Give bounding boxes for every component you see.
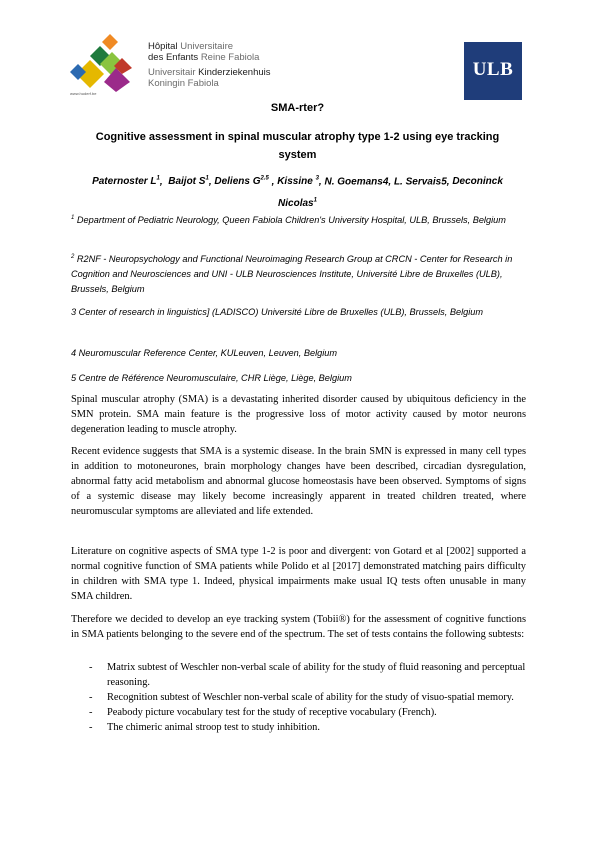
hospital-website: www.huderf.be xyxy=(70,91,97,96)
list-item: - Recognition subtest of Weschler non-verbal scale of ability for the study of visuo-spatial memory. xyxy=(89,692,514,703)
paper-title: SMA-rter? xyxy=(270,102,325,114)
affiliation: 3 Center of research in linguistics] (LADISCO) Université Libre de Bruxelles (ULB), Brussels, Belgium xyxy=(71,307,484,317)
list-item: - Matrix subtest of Weschler non-verbal scale of ability for the study of fluid reasoning and perceptual reasoning. xyxy=(89,662,526,688)
author: Kissine $^3$ xyxy=(277,176,319,188)
author: Paternoster $L^1$ xyxy=(92,176,160,188)
subtest-list xyxy=(71,660,526,735)
body-paragraph: Spinal muscular atrophy (SMA) is a devastating inherited disorder caused by ubiquitous deficiency in the SMN protein. SMA main feature is the progressive loss of motor activity caused by motor neurons degeneration leading to muscle atrophy. xyxy=(71,394,526,435)
body-paragraph: Literature on cognitive aspects of SMA type 1-2 is poor and divergent: von Gotard et al [2002] supported a normal cognitive function of SMA patients while Polido et al [2017] demonstrated matching pairs difficulty in children with SMA type 1. Indeed, physical impairments make usual IQ tests often unusable in many SMA children. xyxy=(71,546,526,602)
list-item: - The chimeric animal stroop test to study inhibition. xyxy=(89,722,320,733)
author-list: Paternoster $L^1$, Baijot $S^1$, Deliens $G^{2.5}$ , Kissine $^3$, N. Goemans4, L. Servais5, Deconinck Nicolas$^1$ xyxy=(92,176,503,209)
author: Deliens $G^{2.5}$ xyxy=(214,176,269,188)
affiliation: 4 Neuromuscular Reference Center, KULeuven, Leuven, Belgium xyxy=(71,348,338,358)
body-paragraph: Recent evidence suggests that SMA is a systemic disease. In the brain SMN is expressed in many cell types in addition to motoneurones, brain morphology changes have been described, circadian dysregulation, abnormal fatty acid metabolism and abnormal glucose homeostasis have been observed. Symptoms of signs of a systemic disease may likely become increasingly apparent in treated children treated, where neuromuscular symptoms are alleviated and life extended. xyxy=(71,446,526,517)
author: Baijot $S^1$ xyxy=(168,176,209,188)
affiliation: 5 Centre de Référence Neuromusculaire, CHR Liège, Liège, Belgium xyxy=(71,373,352,383)
hospital-name: Hôpital Universitaire des Enfants Reine Fabiola Universitair Kinderziekenhuis Koningin Fabiola xyxy=(148,41,271,89)
hospital-logo xyxy=(70,34,270,100)
list-item: - Peabody picture vocabulary test for the study of receptive vocabulary (French). xyxy=(89,707,437,718)
body-paragraph: Therefore we decided to develop an eye tracking system (Tobii®) for the assessment of cognitive functions in SMA patients belonging to the severe end of the spectrum. The set of tests contains the following subtests: xyxy=(71,614,526,640)
ulb-logo xyxy=(464,42,522,100)
paper-subtitle: Cognitive assessment in spinal muscular atrophy type 1-2 using eye tracking system xyxy=(95,131,500,161)
hospital-emblem-icon xyxy=(70,34,148,94)
affiliation: $^1$ Department of Pediatric Neurology, Queen Fabiola Children's University Hospital, ULB, Brussels, Belgium xyxy=(71,215,506,226)
ulb-logo-text: ULB xyxy=(472,59,514,80)
affiliation: $^2$ R2NF - Neuropsychology and Functional Neuroimaging Research Group at CRCN - Center for Research in Cognition and Neurosciences and UNI - ULB Neurosciences Institute, Université Libre de Bruxelles (ULB), Brussels, Belgium xyxy=(71,254,513,295)
author: Deconinck Nicolas$^1$ xyxy=(278,176,503,209)
author: N. Goemans4 xyxy=(324,176,389,188)
author: L. Servais5 xyxy=(393,176,447,188)
